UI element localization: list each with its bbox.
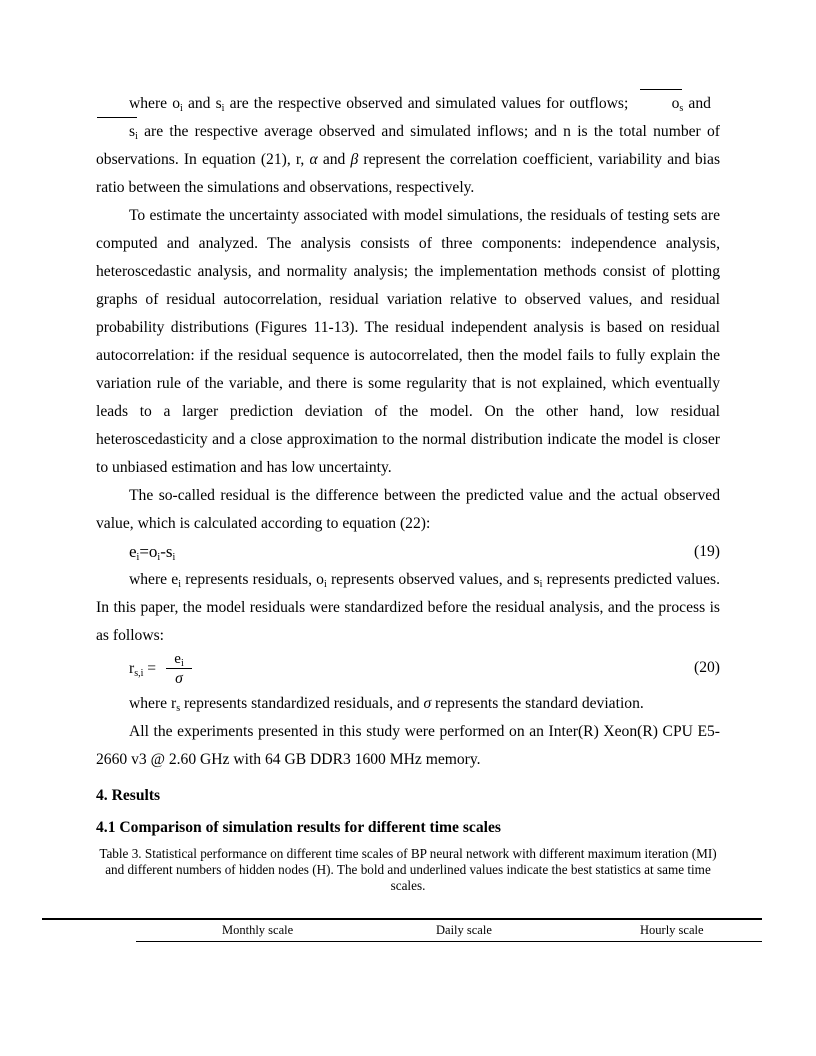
paragraph-residual-definitions: where $e_i$ represents residuals, $o_i$ represents observed values, and $s_i$ represents predicted values. In this paper, the model residuals were standardized before the residual analysis, and the process is as follows: [96,571,720,644]
table-caption: Table 3. Statistical performance on different time scales of BP neural network with different maximum iteration (MI) and different numbers of hidden nodes (H). The bold and underlined values indicate the best statistics at same time scales. [99,846,717,893]
equation-19: $e_i=o_i-s_i$ (19) [96,538,720,566]
equation-20: $r_{s,i}$ = $\frac{e_i}{\sigma}$ (20) [129,651,720,687]
paragraph-uncertainty: To estimate the uncertainty associated with model simulations, the residuals of testing sets are computed and analyzed. The analysis consists of three components: independence analysis, heteroscedastic analysis, and normality analysis; the implementation methods consist of plotting graphs of residual autocorrelation, residual variation relative to observed values, and residual probability distributions (Figures 11-13). The residual independent analysis is based on residual autocorrelation: if the residual sequence is autocorrelated, then the model fails to fully explain the variation rule of the variable, and there is some regularity that is not explained, which eventually leads to a larger prediction deviation of the model. On the other hand, low residual heteroscedasticity and a close approximation to the normal distribution indicate the model is closer to unbiased estimation and has low uncertainty. [96,207,720,476]
equation-number-20: (20) [694,659,720,676]
paragraph-variables: where $o_i$ and $s_i$ are the respective observed and simulated values for outflows; $o_s$ and $s_i$ are the respective average observed and simulated inflows; and n is the total number of observations. In equation (21), r, α and β represent the correlation coefficient, variability and bias ratio between the simulations and observations, respectively. [96,90,720,202]
table-header-daily: Daily scale [436,923,492,937]
section-heading-results: 4. Results [96,787,161,804]
paragraph-experiments: All the experiments presented in this study were performed on an Inter(R) Xeon(R) CPU E5-2660 v3 @ 2.60 GHz with 64 GB DDR3 1600 MHz memory. [96,723,720,768]
s-bar-symbol: $s_i$ [96,118,138,146]
table-header-monthly: Monthly scale [222,923,294,937]
page-body [96,90,720,894]
subsection-heading-4-1: 4.1 Comparison of simulation results for different time scales [96,819,501,836]
table-header-rule [136,941,762,942]
table-header-hourly: Hourly scale [640,923,704,937]
paragraph-standardized: where $r_s$ represents standardized residuals, and σ represents the standard deviation. [129,695,644,714]
o-bar-symbol: $o_s$ [639,90,684,118]
equation-number-19: (19) [694,543,720,560]
table-top-rule [42,918,762,920]
paragraph-residual: The so-called residual is the difference between the predicted value and the actual observed value, which is calculated according to equation (22): [96,487,720,532]
